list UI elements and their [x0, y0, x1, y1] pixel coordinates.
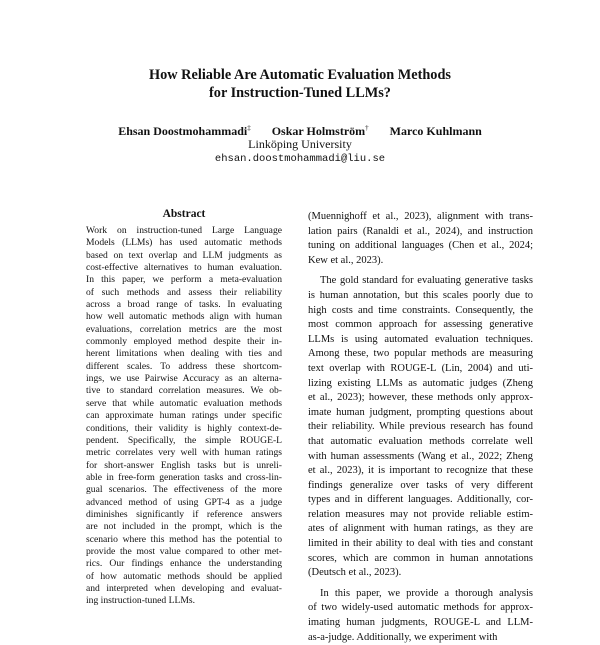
text-line: can approximate human ratings under specific — [86, 410, 282, 422]
paragraph-2 — [308, 274, 533, 580]
text-line: advanced method of using GPT-4 as a judge — [86, 496, 282, 508]
text-line: diminishes significantly if reference answers — [86, 508, 282, 520]
text-line: based on text overlap and LLM judgments as — [86, 249, 282, 261]
text-line: rics. Our findings enhance the understanding — [86, 558, 282, 570]
text-line: LLMs is using automated evaluation techniques. — [308, 333, 533, 345]
text-line: cost-effective alternatives to human evaluation. — [86, 262, 282, 274]
text-line: herent limitations when dealing with ties and — [86, 348, 282, 360]
text-line: In this paper, we provide a thorough analysis — [320, 587, 533, 599]
text-line: commonly employed method despite their in- — [86, 336, 282, 348]
text-line: types and in different languages. Additionally, cor- — [308, 494, 533, 506]
text-line: are not included in the prompt, which is the — [86, 521, 282, 533]
author-name: Ehsan Doostmohammadi — [118, 124, 248, 138]
text-line: text overlap with ROUGE-L (Lin, 2004) and uti- — [308, 362, 533, 374]
title-line-1: How Reliable Are Automatic Evaluation Methods — [149, 67, 451, 83]
text-line: Kew et al., 2023). — [308, 254, 384, 266]
text-line: (Muennighoff et al., 2023), alignment with trans- — [308, 211, 533, 222]
text-line: conditions, their validity is highly context-de- — [86, 422, 282, 434]
affiliation: Linköping University — [248, 137, 352, 151]
author-name: Oskar Holmström — [271, 124, 366, 138]
text-line: their reliability. While previous research has found — [308, 421, 533, 433]
text-line: ings, we use Pairwise Accuracy as an alterna- — [86, 373, 282, 385]
paper-title — [0, 66, 600, 102]
right-column-text — [308, 210, 533, 645]
author-mark: ‡ — [247, 124, 251, 132]
author-email: ehsan.doostmohammadi@liu.se — [214, 153, 386, 165]
text-line: scenario where this method has the potential to — [86, 533, 282, 545]
author-3 — [390, 124, 482, 138]
author-mark: † — [365, 124, 369, 132]
text-line: imate human judgment, prompting questions about — [308, 406, 533, 418]
text-line: Work on instruction-tuned Large Language — [86, 225, 282, 236]
text-line: tuning on additional languages (Chen et al., 2024; — [308, 240, 533, 252]
text-line: high costs and time constraints. Consequently, the — [308, 304, 533, 316]
text-line: scores, which are common in human annotations — [308, 552, 533, 564]
title-line-2: for Instruction-Tuned LLMs? — [209, 85, 391, 101]
text-line: able in free-form generation tasks and cross-lin- — [86, 471, 282, 483]
text-line: different scales. To address these shortcom- — [86, 360, 282, 372]
text-line: limited in their ability to deal with ties and constant — [308, 538, 533, 550]
text-line: In this paper, we perform a meta-evaluation — [86, 274, 282, 286]
text-line: that automatic evaluation methods correlate well — [308, 435, 533, 447]
text-line: et al., 2023), it is important to recognize that these — [308, 465, 533, 477]
text-line: how well automatic methods align with human — [86, 311, 282, 323]
paragraph-3 — [308, 587, 533, 645]
text-line: is human annotation, but this scales poorly due to — [308, 289, 533, 301]
text-line: Models (LLMs) has used automatic methods — [86, 237, 282, 249]
text-line: lizing existing LLMs as automatic judges (Zheng — [308, 377, 533, 389]
text-line: The gold standard for evaluating generative tasks — [320, 275, 533, 287]
text-line: most common approach for assessing generative — [308, 319, 533, 331]
text-line: ates of alignment with human ratings, as they are — [308, 523, 533, 535]
text-line: of two widely-used automatic methods for approx- — [308, 602, 533, 614]
paragraph-1 — [308, 210, 533, 268]
text-line: Among these, two popular methods are measuring — [308, 348, 533, 360]
author-1 — [118, 124, 251, 138]
text-line: lation pairs (Ranaldi et al., 2024), and instruction — [308, 225, 533, 237]
text-line: and interpreted when developing and evaluat- — [86, 582, 282, 594]
text-line: of such methods and assess their reliability — [86, 286, 282, 298]
text-line: gual scenarios. The effectiveness of the more — [86, 484, 282, 496]
author-2 — [272, 124, 369, 138]
text-line: imating human judgments, ROUGE-L and LLM- — [308, 617, 533, 629]
text-line: for short-answer English tasks but is unreli- — [86, 459, 282, 471]
text-line: metric correlates very well with human ratings — [86, 447, 282, 459]
text-line: findings generalize over tasks of very different — [308, 479, 533, 491]
text-line: et al., 2023); however, these methods only approx- — [308, 392, 533, 404]
text-line: ing instruction-tuned LLMs. — [86, 595, 195, 607]
text-line: of how automatic methods should be applied — [86, 570, 282, 582]
text-line: provide the most value compared to other met- — [86, 545, 282, 557]
abstract-body — [86, 225, 282, 608]
abstract-heading: Abstract — [162, 208, 206, 220]
text-line: across a broad range of tasks. In evaluating — [86, 299, 282, 311]
text-line: evaluations, correlation metrics are the most — [86, 323, 282, 335]
text-line: pendent. Specifically, the simple ROUGE-L — [86, 434, 282, 446]
text-line: serve that while automatic evaluation methods — [86, 397, 282, 409]
text-line: (Deutsch et al., 2023). — [308, 567, 402, 579]
author-name: Marco Kuhlmann — [389, 124, 482, 138]
text-line: with human assessments (Wang et al., 2022; Zheng — [308, 450, 533, 462]
text-line: as-a-judge. Additionally, we experiment with — [308, 631, 498, 643]
text-line: tive to standard correlation measures. We ob- — [86, 385, 282, 397]
text-line: relation measures may not provide reliable estim- — [308, 508, 533, 520]
